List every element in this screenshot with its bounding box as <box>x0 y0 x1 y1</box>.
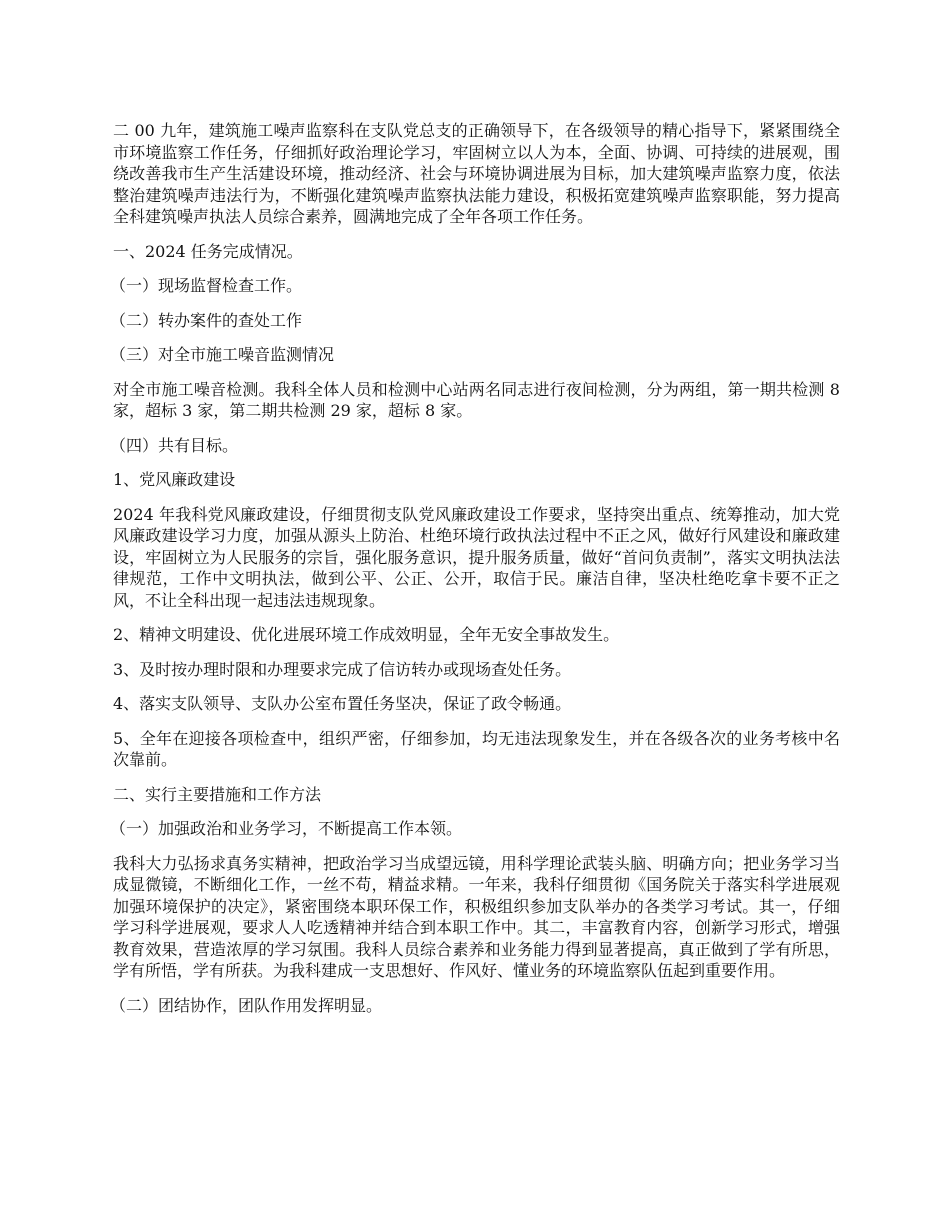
document-body <box>110 120 840 1029</box>
item-5: 5、全年在迎接各项检查中，组织严密，仔细参加，均无违法现象发生，并在各级各次的业务考核中名次靠前。 <box>113 728 840 769</box>
noise-monitoring-paragraph: 对全市施工噪音检测。我科全体人员和检测中心站两名同志进行夜间检测，分为两组，第一期共检测 8 家，超标 3 家，第二期共检测 29 家，超标 8 家。 <box>113 379 840 420</box>
subheading-2-1: （一）加强政治和业务学习，不断提高工作本领。 <box>110 819 463 838</box>
study-paragraph: 我科大力弘扬求真务实精神，把政治学习当成望远镜，用科学理论武装头脑、明确方向；把业务学习当成显微镜，不断细化工作，一丝不苟，精益求精。一年来，我科仔细贯彻《国务院关于落实科学进展观加强环境保护的决定》，紧密围绕本职环保工作，积极组织参加支队举办的各类学习考试。其一，仔细学习科学进展观，要求人人吃透精神并结合到本职工作中。其二，丰富教育内容，创新学习形式，增强教育效果，营造浓厚的学习氛围。我科人员综合素养和业务能力得到显著提高，真正做到了学有所思，学有所悟，学有所获。为我科建成一支思想好、作风好、懂业务的环境监察队伍起到重要作用。 <box>113 853 840 980</box>
section-heading-2: 二、实行主要措施和工作方法 <box>113 784 322 804</box>
subheading-1-3: （三）对全市施工噪音监测情况 <box>110 345 335 364</box>
subheading-1-2: （二）转办案件的查处工作 <box>110 310 303 330</box>
item-3: 3、及时按办理时限和办理要求完成了信访转办或现场查处任务。 <box>113 659 572 679</box>
intro-paragraph: 二 00 九年，建筑施工噪声监察科在支队党总支的正确领导下，在各级领导的精心指导下，紧紧围绕全市环境监察工作任务，仔细抓好政治理论学习，牢固树立以人为本，全面、协调、可持续的进展观，围绕改善我市生产生活建设环境，推动经济、社会与环境协调进展为目标，加大建筑噪声监察力度，依法整治建筑噪声违法行为，不断强化建筑噪声监察执法能力建设，积极拓宽建筑噪声监察职能，努力提高全科建筑噪声执法人员综合素养，圆满地完成了全年各项工作任务。 <box>113 121 840 226</box>
subheading-2-2: （二）团结协作，团队作用发挥明显。 <box>110 995 383 1015</box>
item-2: 2、精神文明建设、优化进展环境工作成效明显，全年无安全事故发生。 <box>113 625 620 644</box>
item-heading-1: 1、党风廉政建设 <box>113 470 236 489</box>
subheading-1-4: （四）共有目标。 <box>110 435 239 455</box>
section-heading-1: 一、2024 任务完成情况。 <box>113 241 303 261</box>
subheading-1-1: （一）现场监督检查工作。 <box>110 276 303 295</box>
item-4: 4、落实支队领导、支队办公室布置任务坚决，保证了政令畅通。 <box>113 694 572 713</box>
integrity-paragraph: 2024 年我科党风廉政建设，仔细贯彻支队党风廉政建设工作要求，坚持突出重点、统筹推动，加大党风廉政建设学习力度，加强从源头上防治、杜绝环境行政执法过程中不正之风，做好行风建设和廉政建设，牢固树立为人民服务的宗旨，强化服务意识，提升服务质量，做好“首问负责制”，落实文明执法法律规范，工作中文明执法，做到公平、公正、公开，取信于民。廉洁自律，坚决杜绝吃拿卡要不正之风，不让全科出现一起违法违规现象。 <box>113 504 840 610</box>
